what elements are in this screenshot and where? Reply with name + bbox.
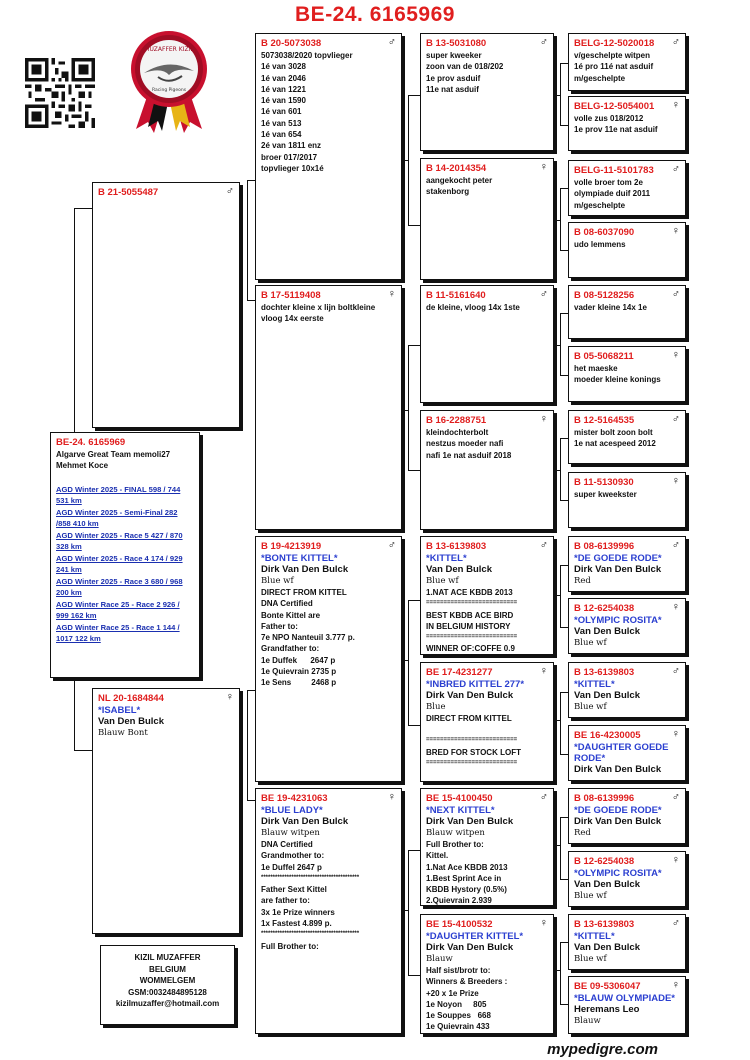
breeder-name: Van Den Bulck xyxy=(574,626,640,637)
subject-line: Algarve Great Team memoli27 xyxy=(56,450,171,459)
pigeon-ring: B 08-5128256 xyxy=(574,290,635,301)
info-line: IN BELGIUM HISTORY xyxy=(426,621,511,631)
info-line: 1e Noyon 805 xyxy=(426,999,487,1009)
ancestor-card[interactable] xyxy=(568,410,686,464)
male-icon: ♂ xyxy=(671,665,680,677)
ancestor-card[interactable] xyxy=(568,222,686,278)
ancestor-card[interactable] xyxy=(568,33,686,91)
info-line: kleindochterbolt xyxy=(426,428,489,437)
result-link[interactable]: AGD Winter 2025 - Race 3 680 / 968 200 km xyxy=(56,576,183,598)
pigeon-name: *DE GOEDE RODE* xyxy=(574,805,662,816)
result-link[interactable]: AGD Winter Race 25 - Race 2 926 / 999 162 km xyxy=(56,599,180,621)
info-line: Bonte Kittel are xyxy=(261,610,321,620)
female-icon: ♀ xyxy=(539,917,548,929)
info-line: Full Brother to: xyxy=(426,840,484,849)
female-icon: ♀ xyxy=(671,99,680,111)
info-line: super kweekster xyxy=(574,490,637,499)
breeder-name: Van Den Bulck xyxy=(574,942,640,953)
male-icon: ♂ xyxy=(671,36,680,48)
male-icon: ♂ xyxy=(671,413,680,425)
info-line: Father to: xyxy=(261,621,298,631)
info-line: het maeske xyxy=(574,364,618,373)
pigeon-ring: B 08-6139996 xyxy=(574,793,635,804)
loft-logo-seal xyxy=(124,27,214,135)
info-line: 1e Quievrain 433 xyxy=(426,1022,490,1032)
sire-ring: B 21-5055487 xyxy=(98,187,159,198)
pigeon-name: *KITTEL* xyxy=(426,553,467,564)
pigeon-name: *OLYMPIC ROSITA* xyxy=(574,868,662,879)
info-line: m/geschelpte xyxy=(574,200,626,210)
info-line: ========================== xyxy=(426,634,518,641)
female-icon: ♀ xyxy=(539,413,548,425)
subject-line: Mehmet Koce xyxy=(56,461,109,471)
info-line: 1é van 1221 xyxy=(261,84,306,94)
info-line: 1é van 601 xyxy=(261,107,302,117)
pigeon-ring: B 16-2288751 xyxy=(426,415,487,426)
pigeon-name: *DAUGHTER KITTEL* xyxy=(426,931,524,942)
info-line: mister bolt zoon bolt xyxy=(574,428,653,437)
info-line: 1é van 3028 xyxy=(261,62,306,72)
ancestor-card[interactable] xyxy=(568,851,686,907)
info-line: Father Sext Kittel xyxy=(261,885,327,895)
great-grandparent-card[interactable] xyxy=(420,914,554,1034)
info-line: 1e Souppes 668 xyxy=(426,1011,491,1021)
info-line: volle zus 018/2012 xyxy=(574,114,644,123)
info-line: nafi 1e nat asduif 2018 xyxy=(426,450,512,460)
pigeon-color: Blue wf xyxy=(426,576,459,586)
pedigree-title: BE-24. 6165969 xyxy=(295,3,455,26)
pigeon-ring: BELG-12-5020018 xyxy=(574,38,655,49)
result-link[interactable]: AGD Winter 2025 - Semi-Final 282 /858 410 km xyxy=(56,507,178,529)
info-line: 1é van 2046 xyxy=(261,73,306,83)
info-line: ****************************************** xyxy=(261,874,360,881)
info-line: 1e Sens 2468 p xyxy=(261,678,337,688)
breeder-name: Dirk Van Den Bulck xyxy=(426,690,514,701)
grandparent-ring: B 17-5119408 xyxy=(261,290,321,301)
pigeon-color: Blue wf xyxy=(574,638,607,648)
owner-country: BELGIUM xyxy=(149,964,186,974)
info-line: zoon van de 018/202 xyxy=(426,62,504,72)
ancestor-card[interactable] xyxy=(568,285,686,339)
info-line: 3x 1e Prize winners xyxy=(261,907,335,917)
pigeon-name: *BLUE LADY* xyxy=(261,805,323,816)
info-line: Grandfather to: xyxy=(261,644,320,654)
breeder-name: Van Den Bulck xyxy=(574,879,640,890)
info-line: 1e Quievrain 2735 p xyxy=(261,667,337,677)
pigeon-ring: B 05-5068211 xyxy=(574,351,634,362)
info-line: de kleine, vloog 14x 1ste xyxy=(426,303,520,312)
pigeon-ring: B 14-2014354 xyxy=(426,163,487,174)
pigeon-ring: B 08-6139996 xyxy=(574,541,635,552)
great-grandparent-card[interactable] xyxy=(420,536,554,655)
pigeon-name: *NEXT KITTEL* xyxy=(426,805,495,816)
info-line: DIRECT FROM KITTEL xyxy=(261,588,347,597)
breeder-name: Dirk Van Den Bulck xyxy=(261,564,349,575)
info-line: ****************************************** xyxy=(261,931,360,938)
logo-tagline: Racing Pigeons xyxy=(151,88,187,93)
info-line: 2é van 1811 enz xyxy=(261,141,322,151)
info-line: topvlieger 10x1é xyxy=(261,163,324,173)
info-line: vader kleine 14x 1e xyxy=(574,303,647,312)
breeder-name: Heremans Leo xyxy=(574,1004,640,1015)
grandparent-card[interactable] xyxy=(255,285,402,530)
info-line: DNA Certified xyxy=(261,599,313,609)
info-line: Kittel. xyxy=(426,851,449,861)
pigeon-ring: B 13-6139803 xyxy=(574,667,635,678)
pigeon-ring: B 13-5031080 xyxy=(426,38,487,49)
subject-card[interactable] xyxy=(50,432,200,678)
result-link[interactable]: AGD Winter Race 25 - Race 1 144 / 1017 122 km xyxy=(56,622,180,644)
pigeon-color: Blauw xyxy=(426,954,453,964)
info-line: aangekocht peter xyxy=(426,176,493,185)
ancestor-card[interactable] xyxy=(568,598,686,654)
result-link[interactable]: AGD Winter 2025 - FINAL 598 / 744 531 km xyxy=(56,484,181,506)
breeder-name: Dirk Van Den Bulck xyxy=(426,942,514,953)
dam-card[interactable] xyxy=(92,688,240,934)
info-line: 1e prov 11e nat asduif xyxy=(574,125,658,135)
pigeon-name: *DAUGHTER GOEDE RODE* xyxy=(574,742,669,764)
info-line: BEST KBDB ACE BIRD xyxy=(426,610,514,620)
logo-name: MUZAFFER KIZIL xyxy=(144,46,194,53)
info-line: ========================== xyxy=(426,600,518,607)
info-line: 1.Best Sprint Ace in xyxy=(426,873,502,883)
ancestor-card[interactable] xyxy=(568,346,686,402)
info-line: Grandmother to: xyxy=(261,851,325,861)
info-line: 1e Duffel 2647 p xyxy=(261,862,322,872)
male-icon: ♂ xyxy=(671,917,680,929)
pigeon-name: *KITTEL* xyxy=(574,931,615,942)
info-line: vloog 14x eerste xyxy=(261,314,324,324)
male-icon: ♂ xyxy=(671,288,680,300)
male-icon: ♂ xyxy=(539,791,548,803)
info-line: nestzus moeder nafi xyxy=(426,439,504,449)
ancestor-card[interactable] xyxy=(568,725,686,781)
pigeon-name: *DE GOEDE RODE* xyxy=(574,553,662,564)
ancestor-card[interactable] xyxy=(568,472,686,528)
qr-code-icon[interactable] xyxy=(25,58,95,128)
pigeon-name: *BLAUW OLYMPIADE* xyxy=(574,993,675,1004)
info-line: DNA Certified xyxy=(261,840,313,849)
pigeon-color: Red xyxy=(574,828,591,838)
male-icon: ♂ xyxy=(671,163,680,175)
pigeon-color: Blue wf xyxy=(261,576,294,586)
pigeon-ring: BE 09-5306047 xyxy=(574,981,641,992)
female-icon: ♀ xyxy=(671,854,680,866)
subject-ring: BE-24. 6165969 xyxy=(56,437,126,448)
info-line: 1é pro 11é nat asduif xyxy=(574,62,654,72)
female-icon: ♀ xyxy=(387,791,396,803)
dam-breeder: Van Den Bulck xyxy=(98,716,164,727)
pigeon-color: Blue wf xyxy=(574,954,607,964)
dam-color: Blauw Bont xyxy=(98,728,148,738)
female-icon: ♀ xyxy=(671,475,680,487)
pigeon-color: Blauw witpen xyxy=(426,828,485,838)
ancestor-card[interactable] xyxy=(568,976,686,1034)
pigeon-ring: BE 16-4230005 xyxy=(574,730,641,741)
pigeon-color: Blauw xyxy=(574,1016,601,1026)
info-line: 1e prov asduif xyxy=(426,73,481,83)
result-link[interactable]: AGD Winter 2025 - Race 5 427 / 870 328 km xyxy=(56,530,183,552)
pigeon-ring: B 12-6254038 xyxy=(574,603,635,614)
info-line: stakenborg xyxy=(426,187,470,197)
info-line: 1.Nat Ace KBDB 2013 xyxy=(426,862,508,872)
pigeon-ring: B 13-6139803 xyxy=(426,541,487,552)
male-icon: ♂ xyxy=(225,185,234,197)
female-icon: ♀ xyxy=(225,691,234,703)
breeder-name: Dirk Van Den Bulck xyxy=(574,764,662,775)
male-icon: ♂ xyxy=(539,36,548,48)
info-line: olympiade duif 2011 xyxy=(574,189,651,199)
female-icon: ♀ xyxy=(671,601,680,613)
pigeon-color: Blue wf xyxy=(574,702,607,712)
info-line: super kweeker xyxy=(426,51,482,60)
owner-phone: GSM:0032484895128 xyxy=(128,987,207,997)
pigeon-ring: B 11-5130930 xyxy=(574,477,634,488)
female-icon: ♀ xyxy=(387,288,396,300)
info-line: WINNER OF:COFFE 0.9 xyxy=(426,644,515,654)
info-line: moeder kleine konings xyxy=(574,375,661,385)
pigeon-name: *INBRED KITTEL 277* xyxy=(426,679,525,690)
info-line: Full Brother to: xyxy=(261,941,319,951)
grandparent-card[interactable] xyxy=(255,33,402,280)
info-line: BRED FOR STOCK LOFT xyxy=(426,747,521,757)
female-icon: ♀ xyxy=(671,349,680,361)
grandparent-card[interactable] xyxy=(255,788,402,1034)
info-line: m/geschelpte xyxy=(574,73,626,83)
info-line: volle broer tom 2e xyxy=(574,178,643,187)
info-line: Half sist/brotr to: xyxy=(426,966,491,975)
ancestor-card[interactable] xyxy=(568,788,686,844)
info-line: are father to: xyxy=(261,896,310,906)
male-icon: ♂ xyxy=(671,539,680,551)
breeder-name: Dirk Van Den Bulck xyxy=(426,816,514,827)
breeder-name: Van Den Bulck xyxy=(574,690,640,701)
pigeon-ring: BE 17-4231277 xyxy=(426,667,493,678)
info-line: 11e nat asduif xyxy=(426,84,479,94)
pigeon-color: Blauw witpen xyxy=(261,828,320,838)
breeder-name: Dirk Van Den Bulck xyxy=(574,564,662,575)
info-line: 7e NPO Nanteuil 3.777 p. xyxy=(261,633,355,643)
dam-ring: NL 20-1684844 xyxy=(98,693,164,704)
info-line: 1é van 513 xyxy=(261,118,302,128)
female-icon: ♀ xyxy=(671,979,680,991)
breeder-name: Van Den Bulck xyxy=(426,564,492,575)
grandparent-ring: BE 19-4231063 xyxy=(261,793,328,804)
pigeon-ring: BE 15-4100450 xyxy=(426,793,493,804)
info-line: 5073038/2020 topvlieger xyxy=(261,51,353,60)
owner-contact-card xyxy=(100,945,235,1025)
info-line: 1é van 654 xyxy=(261,130,302,140)
male-icon: ♂ xyxy=(671,791,680,803)
pigeon-ring: B 11-5161640 xyxy=(426,290,486,301)
info-line: udo lemmens xyxy=(574,240,626,249)
info-line xyxy=(426,724,548,735)
male-icon: ♂ xyxy=(539,288,548,300)
info-line: Winners & Breeders : xyxy=(426,977,508,987)
female-icon: ♀ xyxy=(539,161,548,173)
info-line: 1e Duffek 2647 p xyxy=(261,655,336,665)
female-icon: ♀ xyxy=(671,225,680,237)
info-line: v/geschelpte witpen xyxy=(574,51,651,60)
great-grandparent-card[interactable] xyxy=(420,788,554,906)
pigeon-ring: B 12-6254038 xyxy=(574,856,635,867)
pigeon-name: *OLYMPIC ROSITA* xyxy=(574,615,662,626)
great-grandparent-card[interactable] xyxy=(420,33,554,151)
breeder-name: Dirk Van Den Bulck xyxy=(574,816,662,827)
grandparent-card[interactable] xyxy=(255,536,402,782)
result-link[interactable]: AGD Winter 2025 - Race 4 174 / 929 241 km xyxy=(56,553,183,575)
great-grandparent-card[interactable] xyxy=(420,285,554,403)
pigeon-color: Blue wf xyxy=(574,891,607,901)
info-line: DIRECT FROM KITTEL xyxy=(426,714,512,723)
grandparent-ring: B 20-5073038 xyxy=(261,38,322,49)
pigeon-ring: BELG-11-5101783 xyxy=(574,165,654,176)
ancestor-card[interactable] xyxy=(568,914,686,970)
pigeon-ring: B 13-6139803 xyxy=(574,919,635,930)
male-icon: ♂ xyxy=(387,36,396,48)
info-line: +20 x 1e Prize xyxy=(426,988,479,998)
owner-city: WOMMELGEM xyxy=(139,976,196,985)
ancestor-card[interactable] xyxy=(568,662,686,718)
owner-email[interactable]: kizilmuzaffer@hotmail.com xyxy=(115,999,220,1008)
ancestor-card[interactable] xyxy=(568,160,686,216)
pigeon-name: *KITTEL* xyxy=(574,679,615,690)
female-icon: ♀ xyxy=(539,665,548,677)
info-line: ========================== xyxy=(426,737,518,744)
pigeon-ring: B 08-6037090 xyxy=(574,227,635,238)
dam-name: *ISABEL* xyxy=(98,705,141,716)
info-line: broer 017/2017 xyxy=(261,152,318,162)
great-grandparent-card[interactable] xyxy=(420,158,554,280)
male-icon: ♂ xyxy=(387,539,396,551)
info-line: 2.Quievrain 2.939 xyxy=(426,896,492,906)
breeder-name: Dirk Van Den Bulck xyxy=(261,816,349,827)
great-grandparent-card[interactable] xyxy=(420,662,554,782)
pigeon-ring: BELG-12-5054001 xyxy=(574,101,655,112)
info-line: 1x Fastest 4.899 p. xyxy=(261,919,332,929)
grandparent-ring: B 19-4213919 xyxy=(261,541,322,552)
info-line: KBDB Hystory (0.5%) xyxy=(426,885,507,895)
info-line: 1é van 1590 xyxy=(261,96,306,106)
male-icon: ♂ xyxy=(539,539,548,551)
pigeon-ring: B 12-5164535 xyxy=(574,415,635,426)
sire-card[interactable] xyxy=(92,182,240,428)
pigeon-color: Blue xyxy=(426,702,446,712)
female-icon: ♀ xyxy=(671,728,680,740)
site-watermark[interactable]: mypedigre.com xyxy=(547,1041,658,1058)
info-line: ========================== xyxy=(426,759,518,766)
info-line: 1e nat acespeed 2012 xyxy=(574,439,656,449)
ancestor-card[interactable] xyxy=(568,96,686,151)
pigeon-ring: BE 15-4100532 xyxy=(426,919,493,930)
owner-name: KIZIL MUZAFFER xyxy=(134,953,201,962)
great-grandparent-card[interactable] xyxy=(420,410,554,530)
pigeon-name: *BONTE KITTEL* xyxy=(261,553,338,564)
info-line: dochter kleine x lijn boltkleine xyxy=(261,303,376,312)
ancestor-card[interactable] xyxy=(568,536,686,592)
pigeon-color: Red xyxy=(574,576,591,586)
info-line: 1.NAT ACE KBDB 2013 xyxy=(426,588,513,597)
